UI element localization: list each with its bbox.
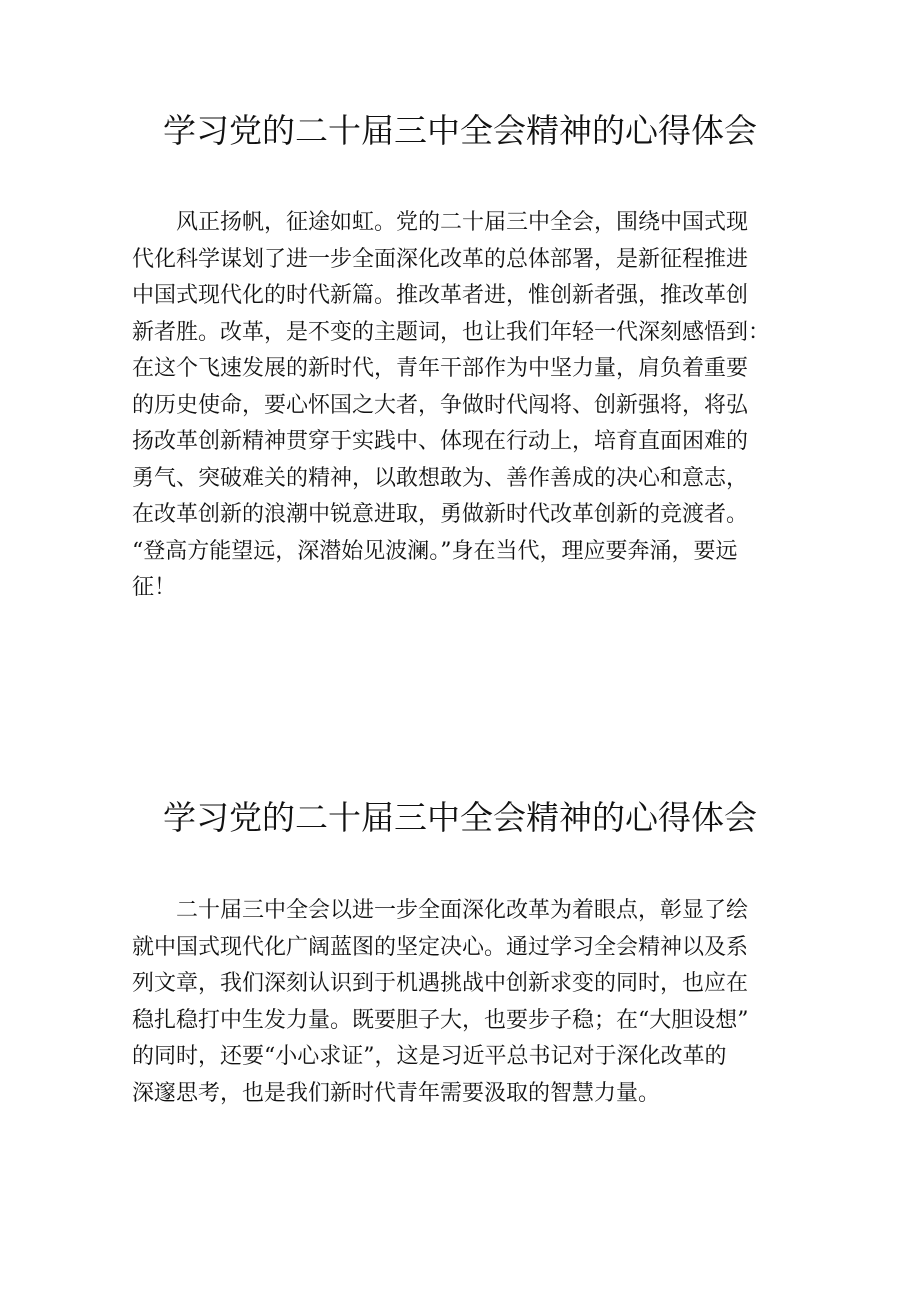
paragraph-line: 在这个飞速发展的新时代，青年干部作为中坚力量，肩负着重要 [132,356,749,381]
paragraph-line: 深邃思考，也是我们新时代青年需要汲取的智慧力量。 [132,1080,661,1106]
section-1-title: 学习党的二十届三中全会精神的心得体会 [163,111,757,150]
paragraph-line: 列文章，我们深刻认识到于机遇挑战中创新求变的同时，也应在 [132,971,749,996]
paragraph-line: 代化科学谋划了进一步全面深化改革的总体部署，是新征程推进 [132,246,749,272]
section-1-paragraph [132,205,794,607]
paragraph-line: 风正扬帆，征途如虹。党的二十届三中全会，围绕中国式现 [132,210,749,235]
section-2-title: 学习党的二十届三中全会精神的心得体会 [163,798,757,837]
paragraph-line: 扬改革创新精神贯穿于实践中、体现在行动上，培育直面困难的 [132,429,749,454]
section-2-paragraph [132,893,794,1112]
paragraph-line: 在改革创新的浪潮中锐意进取，勇做新时代改革创新的竞渡者。 [132,502,749,527]
paragraph-line: 中国式现代化的时代新篇。推改革者进，惟创新者强，推改革创 [132,283,749,308]
paragraph-line: “登高方能望远，深潜始见波澜。”身在当代，理应要奔涌，要远 [132,538,738,564]
paragraph-line: 的同时，还要“小心求证”，这是习近平总书记对于深化改革的 [132,1044,727,1069]
paragraph-line: 勇气、突破难关的精神，以敢想敢为、善作善成的决心和意志， [132,465,749,491]
paragraph-line: 就中国式现代化广阔蓝图的坚定决心。通过学习全会精神以及系 [132,934,749,960]
paragraph-line: 新者胜。改革，是不变的主题词，也让我们年轻一代深刻感悟到： [132,319,771,345]
paragraph-line: 征！ [132,575,177,600]
paragraph-line: 二十届三中全会以进一步全面深化改革为着眼点，彰显了绘 [132,898,749,923]
paragraph-line: 的历史使命，要心怀国之大者，争做时代闯将、创新强将，将弘 [132,392,749,418]
paragraph-line: 稳扎稳打中生发力量。既要胆子大，也要步子稳；在“大胆设想” [132,1007,749,1033]
